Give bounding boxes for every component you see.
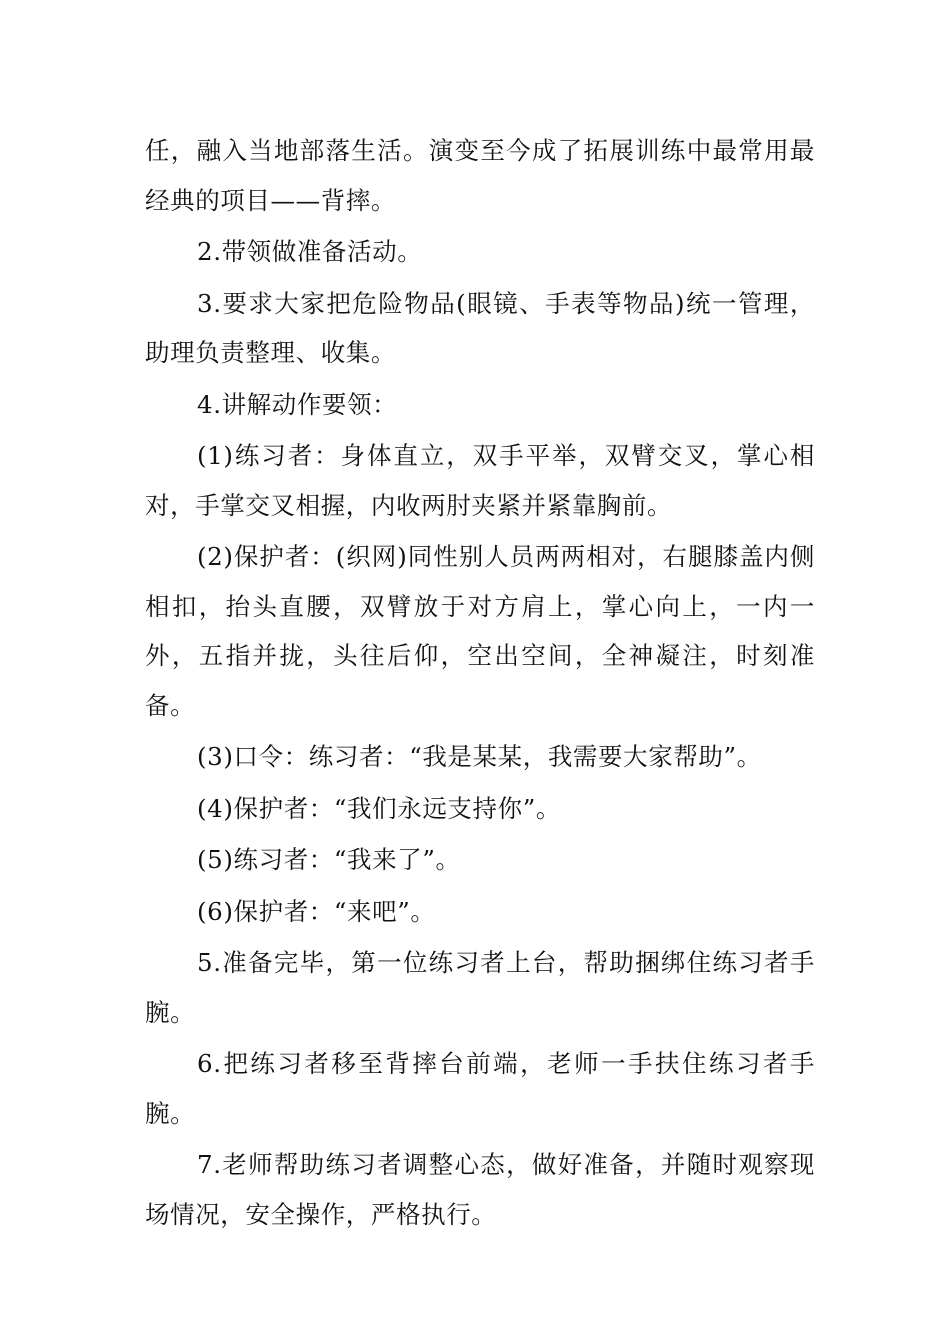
paragraph-step-5: 5.准备完毕，第一位练习者上台，帮助捆绑住练习者手腕。 — [145, 948, 815, 1027]
paragraph-continuation: 任，融入当地部落生活。演变至今成了拓展训练中最常用最经典的项目——背摔。 — [145, 136, 815, 215]
paragraph-sub-1: (1)练习者：身体直立，双手平举，双臂交叉，掌心相对，手掌交叉相握，内收两肘夹紧并紧靠胸前。 — [145, 441, 815, 520]
paragraph-step-3: 3.要求大家把危险物品(眼镜、手表等物品)统一管理，助理负责整理、收集。 — [145, 288, 815, 367]
document-body — [145, 126, 815, 1241]
paragraph-step-4: 4.讲解动作要领： — [197, 389, 398, 419]
paragraph-step-2: 2.带领做准备活动。 — [197, 237, 423, 266]
paragraph-step-6: 6.把练习者移至背摔台前端，老师一手扶住练习者手腕。 — [145, 1049, 815, 1128]
paragraph-sub-5: (5)练习者：“我来了”。 — [197, 845, 461, 874]
paragraph-step-7: 7.老师帮助练习者调整心态，做好准备，并随时观察现场情况，安全操作，严格执行。 — [145, 1150, 815, 1229]
paragraph-sub-4: (4)保护者：“我们永远支持你”。 — [197, 793, 561, 823]
paragraph-sub-6: (6)保护者：“来吧”。 — [197, 896, 436, 926]
paragraph-sub-3: (3)口令：练习者：“我是某某，我需要大家帮助”。 — [197, 742, 762, 771]
paragraph-sub-2: (2)保护者：(织网)同性别人员两两相对，右腿膝盖内侧相扣，抬头直腰，双臂放于对方肩上，掌心向上，一内一外，五指并拢，头往后仰，空出空间，全神凝注，时刻准备。 — [145, 542, 815, 720]
